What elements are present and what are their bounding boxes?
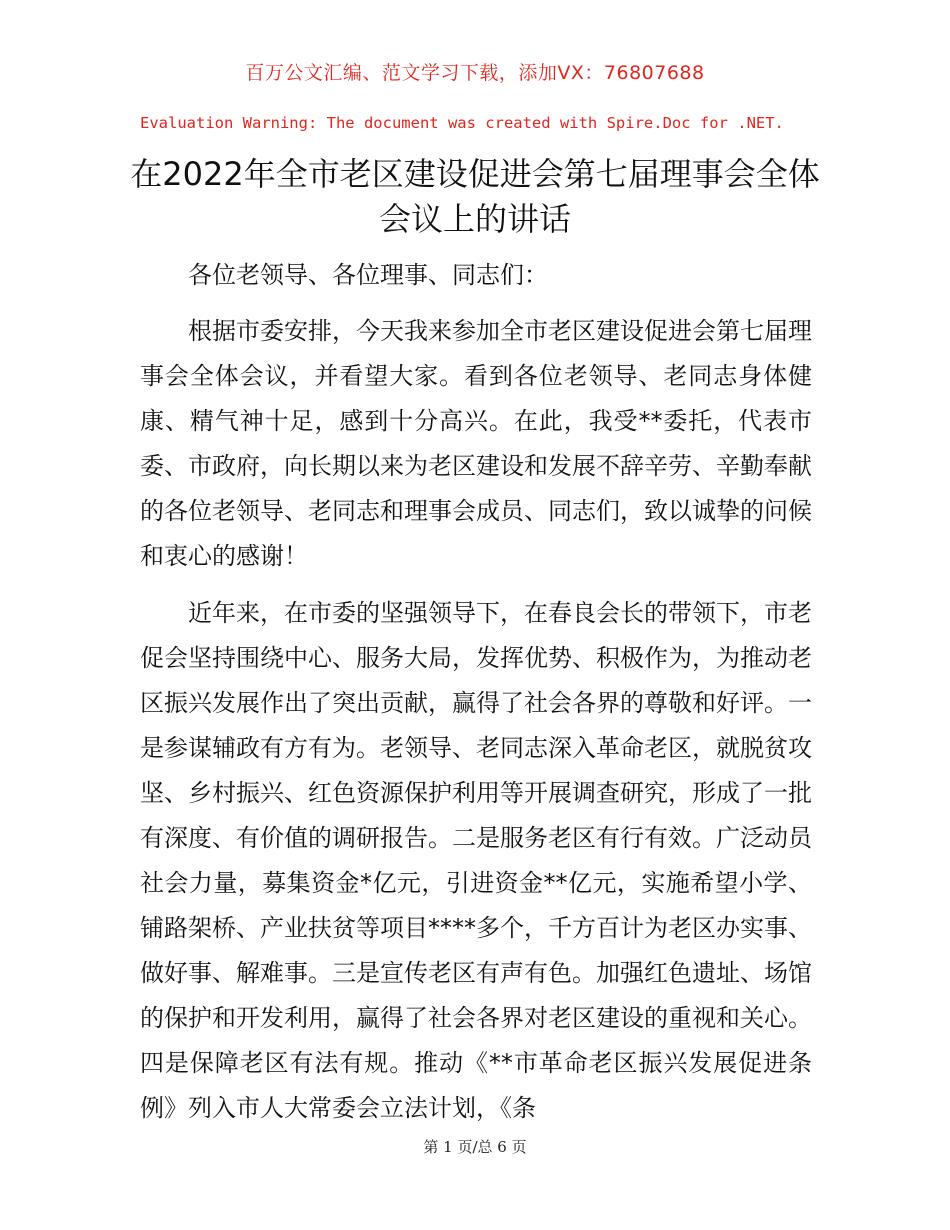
body-paragraph: 根据市委安排，今天我来参加全市老区建设促进会第七届理事会全体会议，并看望大家。看到各位老领导、老同志身体健康、精气神十足，感到十分高兴。在此，我受**委托，代表市委、市政府，向长期以来为老区建设和发展不辞辛劳、辛勤奉献的各位老领导、老同志和理事会成员、同志们，致以诚挚的问候和衷心的感谢！ xyxy=(140,317,812,570)
document-body xyxy=(140,253,812,1143)
evaluation-warning: Evaluation Warning: The document was created with Spire.Doc for .NET. xyxy=(140,114,784,132)
document-title: 在2022年全市老区建设促进会第七届理事会全体会议上的讲话 xyxy=(130,155,820,238)
body-paragraph: 近年来，在市委的坚强领导下，在春良会长的带领下，市老促会坚持围绕中心、服务大局，发挥优势、积极作为，为推动老区振兴发展作出了突出贡献，赢得了社会各界的尊敬和好评。一是参谋辅政有方有为。老领导、老同志深入革命老区，就脱贫攻坚、乡村振兴、红色资源保护利用等开展调查研究，形成了一批有深度、有价值的调研报告。二是服务老区有行有效。广泛动员社会力量，募集资金*亿元，引进资金**亿元，实施希望小学、铺路架桥、产业扶贫等项目****多个，千方百计为老区办实事、做好事、解难事。三是宣传老区有声有色。加强红色遗址、场馆的保护和开发利用，赢得了社会各界对老区建设的重视和关心。四是保障老区有法有规。推动《**市革命老区振兴发展促进条例》列入市人大常委会立法计划，《条 xyxy=(140,599,812,1122)
promo-banner: 百万公文汇编、范文学习下载，添加VX：76807688 xyxy=(245,62,705,84)
page-number: 第 1 页/总 6 页 xyxy=(423,1138,527,1156)
greeting-paragraph: 各位老领导、各位理事、同志们： xyxy=(188,261,548,289)
